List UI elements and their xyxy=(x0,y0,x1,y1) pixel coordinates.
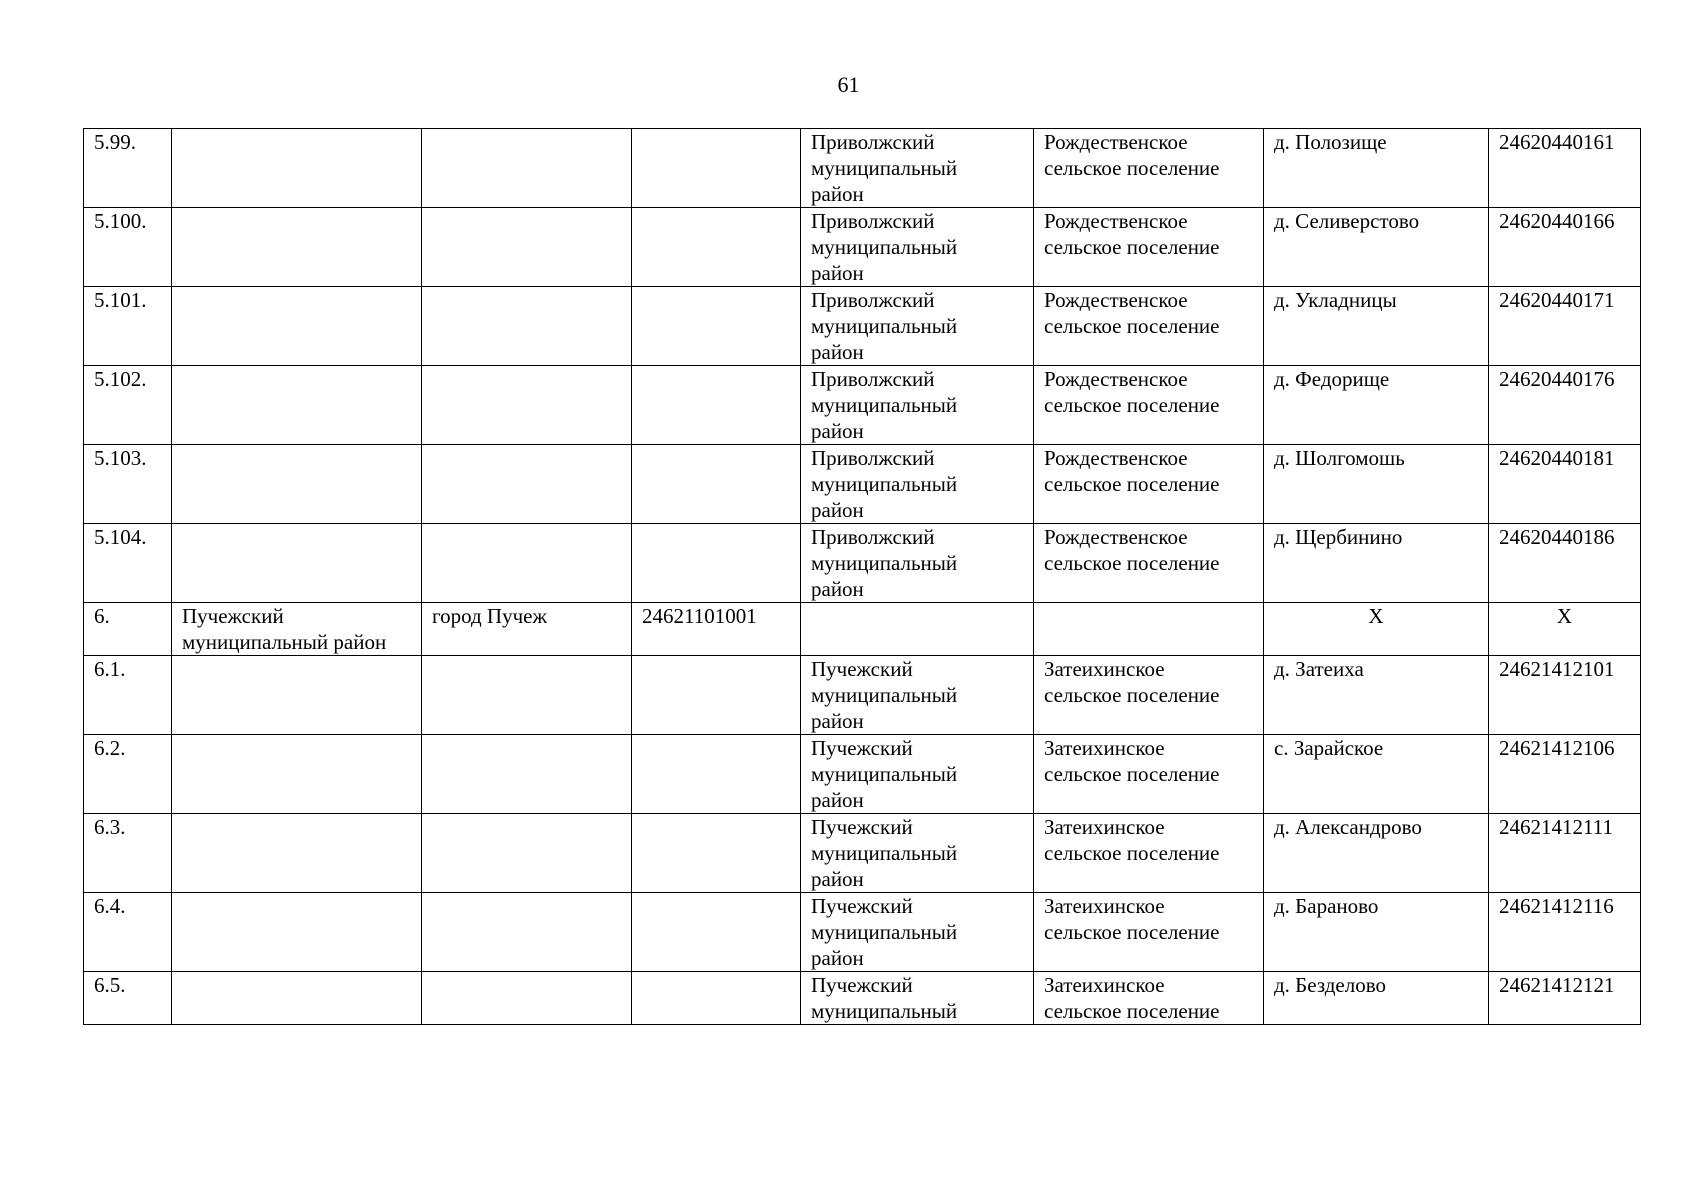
cell-municipal-district xyxy=(801,656,1034,735)
cell-municipal-district xyxy=(801,129,1034,208)
cell-admin-center-code xyxy=(632,366,801,445)
cell-settlement xyxy=(1034,814,1264,893)
cell-oktmo-code: 24621412121 xyxy=(1489,972,1641,1025)
cell-text-line: Затеихинское xyxy=(1044,973,1165,997)
cell-locality: д. Щербинино xyxy=(1264,524,1489,603)
cell-locality: д. Бараново xyxy=(1264,893,1489,972)
cell-settlement xyxy=(1034,603,1264,656)
cell-admin-center-code xyxy=(632,814,801,893)
cell-admin-center xyxy=(422,656,632,735)
cell-number: 5.104. xyxy=(84,524,172,603)
cell-oktmo-code: 24621412116 xyxy=(1489,893,1641,972)
cell-settlement xyxy=(1034,524,1264,603)
cell-text-line: Приволжский xyxy=(811,525,935,549)
table-row xyxy=(84,603,1641,656)
cell-number: 6.3. xyxy=(84,814,172,893)
cell-text-line: муниципальный xyxy=(811,156,958,180)
cell-text-line: район xyxy=(811,340,864,364)
cell-municipal-district xyxy=(801,287,1034,366)
table-row xyxy=(84,129,1641,208)
cell-district xyxy=(172,603,422,656)
cell-text-line: Приволжский xyxy=(811,367,935,391)
cell-number: 6. xyxy=(84,603,172,656)
cell-number: 6.1. xyxy=(84,656,172,735)
cell-settlement xyxy=(1034,893,1264,972)
cell-text-line: Приволжский xyxy=(811,130,935,154)
cell-locality: Х xyxy=(1264,603,1489,656)
page-number: 61 xyxy=(837,72,860,97)
cell-admin-center xyxy=(422,972,632,1025)
cell-settlement xyxy=(1034,656,1264,735)
cell-text-line: сельское поселение xyxy=(1044,314,1220,338)
cell-locality: д. Федорище xyxy=(1264,366,1489,445)
cell-number: 5.103. xyxy=(84,445,172,524)
cell-locality: д. Шолгомошь xyxy=(1264,445,1489,524)
cell-text-line: Рождественское xyxy=(1044,130,1188,154)
table-row xyxy=(84,208,1641,287)
cell-number: 6.4. xyxy=(84,893,172,972)
cell-locality: д. Полозище xyxy=(1264,129,1489,208)
cell-text-line: сельское поселение xyxy=(1044,841,1220,865)
cell-district xyxy=(172,208,422,287)
table-row xyxy=(84,735,1641,814)
cell-admin-center-code xyxy=(632,893,801,972)
cell-text-line: район xyxy=(811,419,864,443)
cell-oktmo-code: 24620440176 xyxy=(1489,366,1641,445)
cell-text-line: район xyxy=(811,709,864,733)
cell-text-line: Пучежский xyxy=(811,973,913,997)
cell-oktmo-code: 24620440186 xyxy=(1489,524,1641,603)
cell-text-line: муниципальный xyxy=(811,762,958,786)
table-row xyxy=(84,445,1641,524)
cell-text-line: муниципальный xyxy=(811,920,958,944)
cell-municipal-district xyxy=(801,814,1034,893)
cell-text-line: Пучежский xyxy=(811,894,913,918)
cell-admin-center xyxy=(422,814,632,893)
cell-number: 5.101. xyxy=(84,287,172,366)
cell-text-line: сельское поселение xyxy=(1044,156,1220,180)
cell-text-line: Приволжский xyxy=(811,288,935,312)
cell-text-line: муниципальный xyxy=(811,683,958,707)
cell-text-line: Рождественское xyxy=(1044,209,1188,233)
cell-number: 6.2. xyxy=(84,735,172,814)
cell-oktmo-code: 24620440181 xyxy=(1489,445,1641,524)
cell-oktmo-code: Х xyxy=(1489,603,1641,656)
cell-text-line: район xyxy=(811,788,864,812)
cell-text-line: муниципальный xyxy=(811,393,958,417)
cell-text-line: Затеихинское xyxy=(1044,894,1165,918)
cell-text-line: сельское поселение xyxy=(1044,235,1220,259)
cell-municipal-district xyxy=(801,208,1034,287)
cell-text-line: сельское поселение xyxy=(1044,999,1220,1023)
cell-district xyxy=(172,129,422,208)
cell-municipal-district xyxy=(801,366,1034,445)
table-row xyxy=(84,656,1641,735)
cell-admin-center-code xyxy=(632,129,801,208)
cell-oktmo-code: 24621412106 xyxy=(1489,735,1641,814)
cell-admin-center xyxy=(422,129,632,208)
cell-number: 5.100. xyxy=(84,208,172,287)
cell-text-line: район xyxy=(811,946,864,970)
cell-settlement xyxy=(1034,129,1264,208)
table-row xyxy=(84,893,1641,972)
cell-admin-center xyxy=(422,366,632,445)
cell-admin-center xyxy=(422,524,632,603)
cell-settlement xyxy=(1034,366,1264,445)
cell-text-line: Затеихинское xyxy=(1044,657,1165,681)
cell-oktmo-code: 24620440161 xyxy=(1489,129,1641,208)
table-row xyxy=(84,287,1641,366)
table-row xyxy=(84,814,1641,893)
cell-text-line: Рождественское xyxy=(1044,367,1188,391)
cell-text-line: муниципальный xyxy=(811,472,958,496)
cell-district xyxy=(172,814,422,893)
cell-text-line: муниципальный район xyxy=(182,630,387,654)
cell-text-line: Рождественское xyxy=(1044,446,1188,470)
cell-text-line: Пучежский xyxy=(811,736,913,760)
cell-number: 5.99. xyxy=(84,129,172,208)
cell-settlement xyxy=(1034,208,1264,287)
table-body xyxy=(84,129,1641,1025)
settlements-table xyxy=(83,128,1641,1025)
cell-text-line: Пучежский xyxy=(182,604,284,628)
cell-text-line: сельское поселение xyxy=(1044,920,1220,944)
cell-text-line: сельское поселение xyxy=(1044,393,1220,417)
cell-district xyxy=(172,893,422,972)
cell-text-line: сельское поселение xyxy=(1044,472,1220,496)
cell-number: 5.102. xyxy=(84,366,172,445)
cell-locality: д. Затеиха xyxy=(1264,656,1489,735)
cell-admin-center-code xyxy=(632,287,801,366)
cell-admin-center-code xyxy=(632,524,801,603)
cell-admin-center-code xyxy=(632,972,801,1025)
cell-text-line: сельское поселение xyxy=(1044,551,1220,575)
cell-district xyxy=(172,656,422,735)
cell-oktmo-code: 24620440171 xyxy=(1489,287,1641,366)
cell-admin-center-code xyxy=(632,656,801,735)
cell-text-line: Рождественское xyxy=(1044,525,1188,549)
table-row xyxy=(84,366,1641,445)
cell-locality: д. Укладницы xyxy=(1264,287,1489,366)
cell-text-line: Приволжский xyxy=(811,446,935,470)
cell-district xyxy=(172,366,422,445)
cell-text-line: район xyxy=(811,867,864,891)
cell-text-line: муниципальный xyxy=(811,314,958,338)
cell-settlement xyxy=(1034,445,1264,524)
cell-oktmo-code: 24621412101 xyxy=(1489,656,1641,735)
cell-oktmo-code: 24621412111 xyxy=(1489,814,1641,893)
cell-settlement xyxy=(1034,287,1264,366)
cell-locality: д. Александрово xyxy=(1264,814,1489,893)
cell-admin-center-code xyxy=(632,735,801,814)
cell-admin-center: город Пучеж xyxy=(422,603,632,656)
cell-text-line: Затеихинское xyxy=(1044,736,1165,760)
cell-admin-center-code xyxy=(632,445,801,524)
cell-text-line: район xyxy=(811,577,864,601)
cell-district xyxy=(172,445,422,524)
cell-municipal-district xyxy=(801,603,1034,656)
cell-locality: д. Безделово xyxy=(1264,972,1489,1025)
cell-text-line: район xyxy=(811,182,864,206)
table-row xyxy=(84,524,1641,603)
cell-number: 6.5. xyxy=(84,972,172,1025)
cell-district xyxy=(172,524,422,603)
cell-oktmo-code: 24620440166 xyxy=(1489,208,1641,287)
table-row xyxy=(84,972,1641,1025)
cell-text-line: Затеихинское xyxy=(1044,815,1165,839)
cell-text-line: Рождественское xyxy=(1044,288,1188,312)
cell-district xyxy=(172,735,422,814)
cell-text-line: сельское поселение xyxy=(1044,683,1220,707)
cell-admin-center xyxy=(422,287,632,366)
cell-admin-center-code: 24621101001 xyxy=(632,603,801,656)
cell-district xyxy=(172,972,422,1025)
cell-locality: с. Зарайское xyxy=(1264,735,1489,814)
cell-text-line: сельское поселение xyxy=(1044,762,1220,786)
cell-locality: д. Селиверстово xyxy=(1264,208,1489,287)
cell-admin-center xyxy=(422,208,632,287)
cell-text-line: Пучежский xyxy=(811,657,913,681)
cell-text-line: муниципальный xyxy=(811,235,958,259)
cell-text-line: Пучежский xyxy=(811,815,913,839)
cell-settlement xyxy=(1034,972,1264,1025)
cell-admin-center-code xyxy=(632,208,801,287)
cell-text-line: муниципальный xyxy=(811,551,958,575)
cell-municipal-district xyxy=(801,524,1034,603)
cell-text-line: муниципальный xyxy=(811,999,958,1023)
cell-settlement xyxy=(1034,735,1264,814)
cell-admin-center xyxy=(422,735,632,814)
cell-municipal-district xyxy=(801,972,1034,1025)
cell-text-line: район xyxy=(811,498,864,522)
cell-district xyxy=(172,287,422,366)
cell-municipal-district xyxy=(801,445,1034,524)
cell-text-line: район xyxy=(811,261,864,285)
cell-admin-center xyxy=(422,893,632,972)
cell-text-line: муниципальный xyxy=(811,841,958,865)
cell-municipal-district xyxy=(801,735,1034,814)
cell-municipal-district xyxy=(801,893,1034,972)
cell-text-line: Приволжский xyxy=(811,209,935,233)
cell-admin-center xyxy=(422,445,632,524)
